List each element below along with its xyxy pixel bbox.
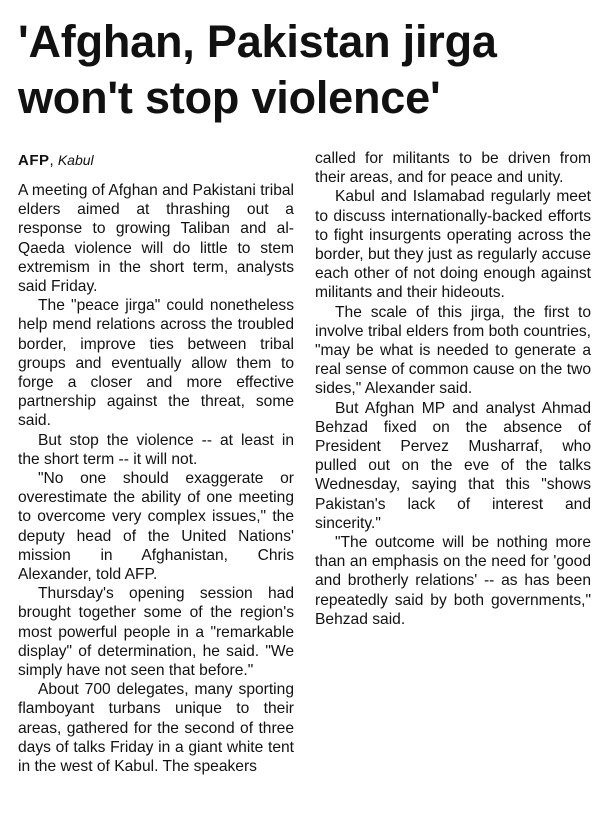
article-paragraph: A meeting of Afghan and Pakistani tribal elders aimed at thrashing out a response to growing Taliban and al-Qaeda violence will do little to stem extremism in the short term, analysts said Friday. [18, 182, 294, 296]
headline-line-1: 'Afghan, Pakistan jirga [18, 16, 497, 67]
byline-agency: AFP [18, 152, 50, 169]
article-paragraph: "No one should exaggerate or overestimate the ability of one meeting to overcome very complex issues," the deputy head of the United Nations' mission in Afghanistan, Chris Alexander, told AFP. [18, 470, 294, 584]
article-paragraph: But Afghan MP and analyst Ahmad Behzad fixed on the absence of President Pervez Musharraf, who pulled out on the eve of the talks Wednesday, saying that this "shows Pakistan's lack of interest and sincerity." [315, 399, 591, 532]
byline-location: Kabul [57, 152, 94, 168]
article-paragraph: But stop the violence -- at least in the short term -- it will not. [18, 431, 294, 468]
article-paragraph: The "peace jirga" could nonetheless help mend relations across the troubled border, improve ties between tribal groups and eventually allow them to forge a closer and more effective partnership against the threat, some said. [18, 297, 294, 430]
headline [18, 14, 598, 126]
article-paragraph: The scale of this jirga, the first to involve tribal elders from both countries, "may be what is needed to generate a real sense of common cause on the two sides," Alexander said. [315, 303, 591, 398]
byline: AFP, Kabul [18, 152, 94, 169]
article-column-left [18, 150, 294, 776]
article-paragraph-continued: called for militants to be driven from their areas, and for peace and unity. [315, 150, 591, 187]
article-paragraph: Thursday's opening session had brought together some of the region's most powerful people in a "remarkable display" of determination, he said. "We simply have not seen that before." [18, 585, 294, 680]
article-paragraph: About 700 delegates, many sporting flamboyant turbans unique to their areas, gathered for the second of three days of talks Friday in a giant white tent in the west of Kabul. The speakers [18, 681, 294, 776]
article-paragraph: Kabul and Islamabad regularly meet to discuss internationally-backed efforts to fight insurgents operating across the border, but they just as regularly accuse each other of not doing enough against militants and their hideouts. [315, 188, 591, 302]
headline-line-2: won't stop violence' [18, 72, 441, 123]
article-column-right [315, 149, 591, 629]
article-paragraph: "The outcome will be nothing more than an emphasis on the need for 'good and brotherly relations' -- as has been repeatedly said by both governments," Behzad said. [315, 534, 591, 628]
